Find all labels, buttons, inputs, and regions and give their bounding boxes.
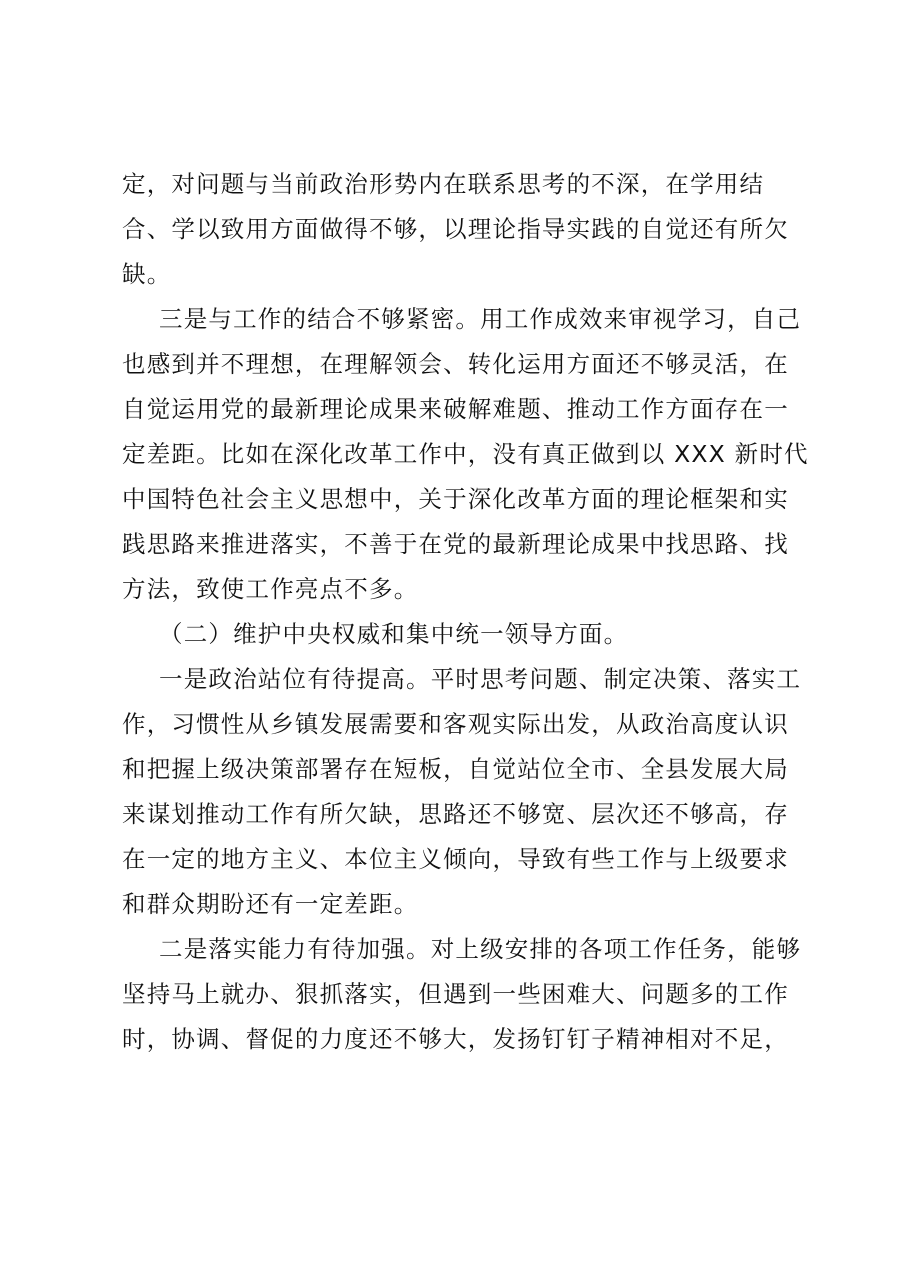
paragraph-line: 也感到并不理想，在理解领会、转化运用方面还不够灵活，在 [122,350,789,378]
paragraph-line: 中国特色社会主义思想中，关于深化改革方面的理论框架和实 [122,485,789,513]
paragraph-line: 二是落实能力有待加强。对上级安排的各项工作任务，能够 [159,935,802,963]
paragraph-line: 践思路来推进落实，不善于在党的最新理论成果中找思路、找 [122,530,789,558]
paragraph-line: 合、学以致用方面做得不够，以理论指导实践的自觉还有所欠 [122,215,789,243]
paragraph-line: 自觉运用党的最新理论成果来破解难题、推动工作方面存在一 [122,395,789,423]
section-heading: （二）维护中央权威和集中统一领导方面。 [159,620,629,648]
document-body [122,162,809,1062]
paragraph-line: 来谋划推动工作有所欠缺，思路还不够宽、层次还不够高，存 [122,800,789,828]
paragraph-line: 作，习惯性从乡镇发展需要和客观实际出发，从政治高度认识 [122,710,789,738]
paragraph-line: 时，协调、督促的力度还不够大，发扬钉钉子精神相对不足， [122,1025,789,1053]
paragraph-line: 缺。 [122,260,172,288]
paragraph-line: 和把握上级决策部署存在短板，自觉站位全市、全县发展大局 [122,755,789,783]
paragraph-line: 在一定的地方主义、本位主义倾向，导致有些工作与上级要求 [122,845,789,873]
paragraph-line: 坚持马上就办、狠抓落实，但遇到一些困难大、问题多的工作 [122,980,789,1008]
paragraph-line: 定差距。比如在深化改革工作中，没有真正做到以 XXX 新时代 [122,440,809,468]
paragraph-line: 三是与工作的结合不够紧密。用工作成效来审视学习，自己 [159,305,802,333]
paragraph-line: 一是政治站位有待提高。平时思考问题、制定决策、落实工 [159,665,802,693]
paragraph-line: 和群众期盼还有一定差距。 [122,890,419,918]
paragraph-line: 定，对问题与当前政治形势内在联系思考的不深，在学用结 [122,170,765,198]
paragraph-line: 方法，致使工作亮点不多。 [122,575,419,603]
